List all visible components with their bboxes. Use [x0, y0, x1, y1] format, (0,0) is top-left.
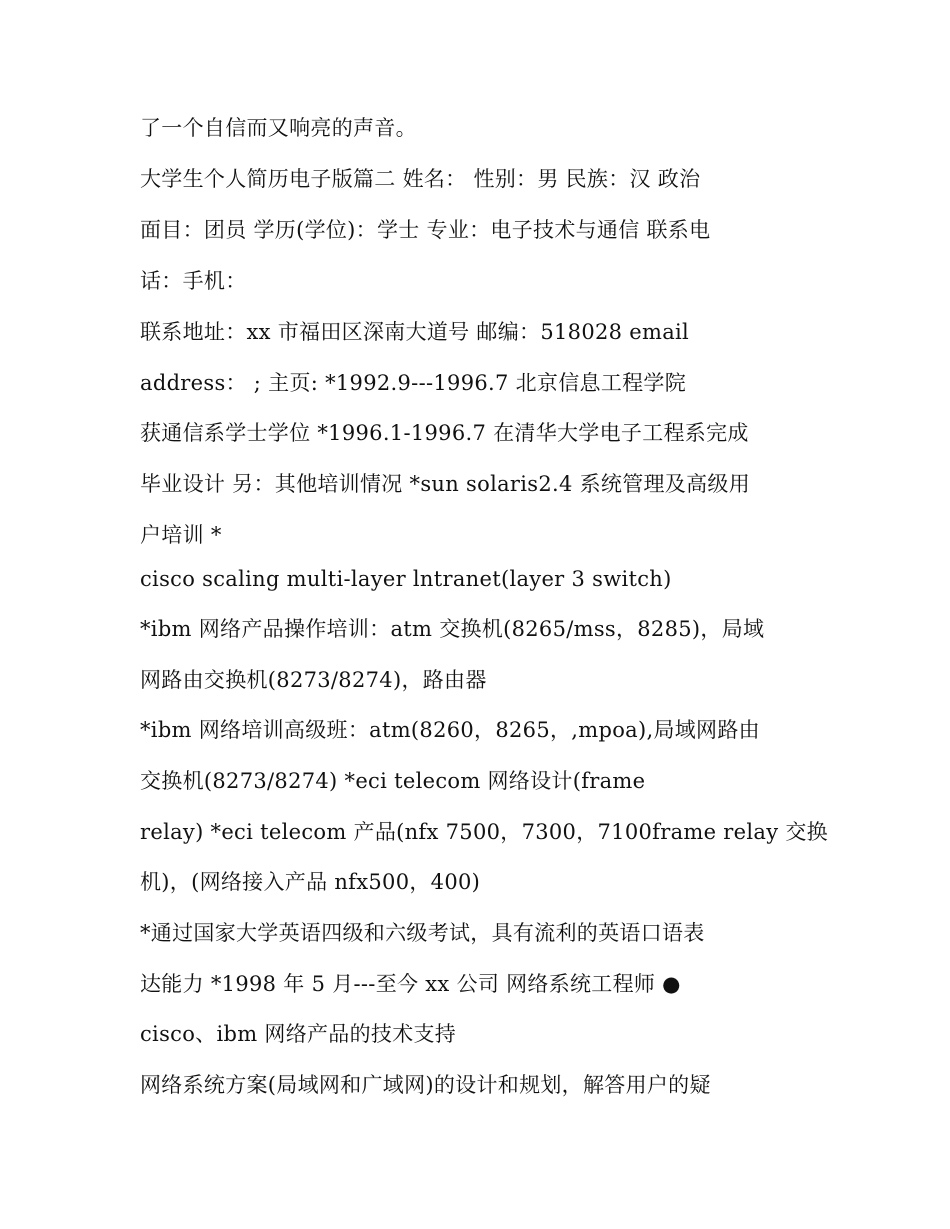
text-line: 毕业设计 另：其他培训情况 *sun solaris2.4 系统管理及高级用 — [140, 472, 751, 496]
text-line: 交换机(8273/8274) *eci telecom 网络设计(frame — [140, 769, 646, 793]
text-line: 达能力 *1998 年 5 月---至今 xx 公司 网络系统工程师 ● — [140, 972, 681, 996]
text-line: cisco、ibm 网络产品的技术支持 — [140, 1022, 457, 1046]
text-line: 网络系统方案(局域网和广域网)的设计和规划，解答用户的疑 — [140, 1073, 711, 1097]
text-line: 大学生个人简历电子版篇二 姓名： 性别：男 民族：汉 政治 — [140, 167, 701, 191]
text-line: *ibm 网络产品操作培训：atm 交换机(8265/mss，8285)，局域 — [140, 617, 765, 641]
text-line: 户培训 * — [140, 523, 222, 547]
text-line: 了一个自信而又响亮的声音。 — [140, 116, 417, 140]
text-line: address： ; 主页: *1992.9---1996.7 北京信息工程学院 — [140, 371, 687, 395]
text-line: 联系地址：xx 市福田区深南大道号 邮编：518028 email — [140, 320, 690, 344]
text-line: *ibm 网络培训高级班：atm(8260，8265，,mpoa),局域网路由 — [140, 718, 760, 742]
text-line: 网路由交换机(8273/8274)，路由器 — [140, 668, 487, 692]
text-line: cisco scaling multi-layer lntranet(layer 3 switch) — [140, 567, 672, 591]
text-line: *通过国家大学英语四级和六级考试，具有流利的英语口语表 — [140, 921, 705, 945]
text-line: 机)，(网络接入产品 nfx500，400) — [140, 870, 481, 894]
text-line: 获通信系学士学位 *1996.1-1996.7 在清华大学电子工程系完成 — [140, 421, 749, 445]
text-line: 话：手机： — [140, 269, 247, 293]
text-line: relay) *eci telecom 产品(nfx 7500，7300，7100frame relay 交换 — [140, 820, 828, 844]
text-line: 面目：团员 学历(学位)：学士 专业：电子技术与通信 联系电 — [140, 218, 711, 242]
